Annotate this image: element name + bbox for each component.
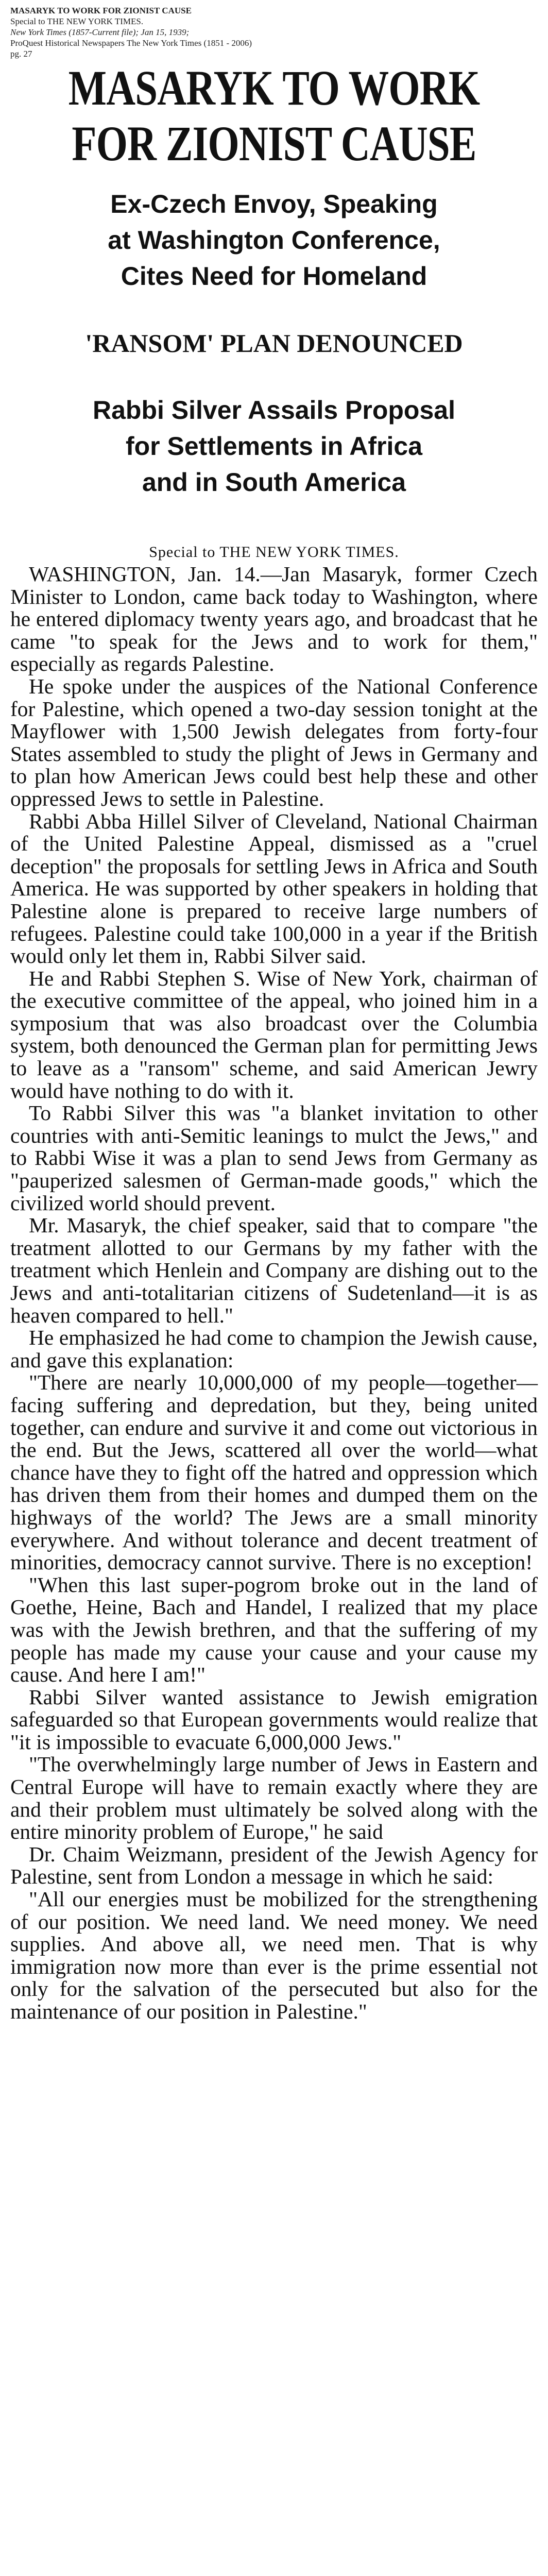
deck-1 — [10, 186, 538, 294]
paragraph: "All our energies must be mobilized for the strengthening of our position. We need land. We need money. We need supplies. And above all, we need men. That is why immigration now more than ever is the prime essential not only for the salvation of the persecuted but also for the maintenance of our position in Palestine." — [10, 1887, 538, 2023]
paragraph: He spoke under the auspices of the National Conference for Palestine, which opened a two-day session tonight at the Mayflower with 1,500 Jewish delegates from forty-four States assembled to study the plight of Jews in Germany and to plan how American Jews could best help these and other oppressed Jews to settle in Palestine. — [10, 674, 538, 810]
header-special: Special to THE NEW YORK TIMES. — [10, 16, 144, 26]
article-body — [10, 563, 538, 2023]
deck-2-line-1: 'RANSOM' PLAN DENOUNCED — [85, 329, 463, 358]
headline-line-2: FOR ZIONIST CAUSE — [72, 116, 476, 171]
paragraph: "When this last super-pogrom broke out in the land of Goethe, Heine, Bach and Handel, I realized that my place was with the Jewish brethren, and that the suffering of my people has made my cause your cause and your cause my cause. And here I am!" — [10, 1572, 538, 1687]
paragraph: WASHINGTON, Jan. 14.—Jan Masaryk, former Czech Minister to London, came back today to Washington, where he entered diplomacy twenty years ago, and broadcast that he came "to speak for the Jews and to work for them," especially as regards Palestine. — [10, 562, 538, 676]
deck-3-line-1: Rabbi Silver Assails Proposal — [93, 396, 455, 425]
deck-3 — [10, 392, 538, 500]
paragraph: To Rabbi Silver this was "a blanket invitation to other countries with anti-Semitic leanings to mulct the Jews," and to Rabbi Wise it was a plan to send Jews from Germany as "pauperized salesmen of German-made goods," which the civilized world should prevent. — [10, 1101, 538, 1215]
deck-1-line-1: Ex-Czech Envoy, Speaking — [110, 190, 438, 218]
paragraph: He emphasized he had come to champion the Jewish cause, and gave this explanation: — [10, 1326, 538, 1372]
byline: Special to THE NEW YORK TIMES. — [149, 544, 399, 561]
article-clipping — [10, 5, 538, 2023]
paragraph: Dr. Chaim Weizmann, president of the Jewish Agency for Palestine, sent from London a message in which he said: — [10, 1842, 538, 1889]
paragraph: He and Rabbi Stephen S. Wise of New York, chairman of the executive committee of the appeal, who joined him in a symposium that was also broadcast over the Columbia system, both denounced the German plan for permitting Jews to leave as a "ransom" scheme, and said American Jewry would have nothing to do with it. — [10, 966, 538, 1103]
header-source: New York Times (1857-Current file); Jan 15, 1939; — [10, 27, 190, 37]
deck-3-line-2: for Settlements in Africa — [125, 432, 423, 461]
deck-2 — [10, 325, 538, 361]
header-title: MASARYK TO WORK FOR ZIONIST CAUSE — [10, 6, 192, 15]
header-database: ProQuest Historical Newspapers The New York Times (1851 - 2006) — [10, 38, 252, 48]
deck-3-line-3: and in South America — [142, 468, 406, 497]
paragraph: Rabbi Abba Hillel Silver of Cleveland, National Chairman of the United Palestine Appeal, dismissed as a "cruel deception" the proposals for settling Jews in Africa and South America. He was supported by other speakers in holding that Palestine alone is prepared to receive large numbers of refugees. Palestine could take 100,000 in a year if the British would only let them in, Rabbi Silver said. — [10, 809, 538, 968]
paragraph: "There are nearly 10,000,000 of my people—together—facing suffering and depredation, but they, being united together, can endure and survive it and come out victorious in the end. But the Jews, scattered all over the world—what chance have they to fight off the hatred and oppression which has driven them from their homes and dumped them on the highways of the world? The Jews are a small minority everywhere. And without tolerance and decent treatment of minorities, democracy cannot survive. There is no exception! — [10, 1370, 538, 1574]
deck-1-line-3: Cites Need for Homeland — [121, 262, 427, 291]
paragraph: Mr. Masaryk, the chief speaker, said that to compare "the treatment allotted to our Germans by my father with the treatment which Henlein and Company are dishing out to the Jews and anti-totalitarian citizens of Sudetenland—it is as heaven compared to hell." — [10, 1213, 538, 1327]
paragraph: Rabbi Silver wanted assistance to Jewish emigration safeguarded so that European governments would realize that "it is impossible to evacuate 6,000,000 Jews." — [10, 1685, 538, 1754]
deck-1-line-2: at Washington Conference, — [108, 226, 440, 255]
header-page: pg. 27 — [10, 49, 32, 59]
headline-line-1: MASARYK TO WORK — [68, 60, 480, 115]
paragraph: "The overwhelmingly large number of Jews in Eastern and Central Europe will have to remain exactly where they are and their problem must ultimately be solved along with the entire minority problem of Europe," he said — [10, 1752, 538, 1844]
